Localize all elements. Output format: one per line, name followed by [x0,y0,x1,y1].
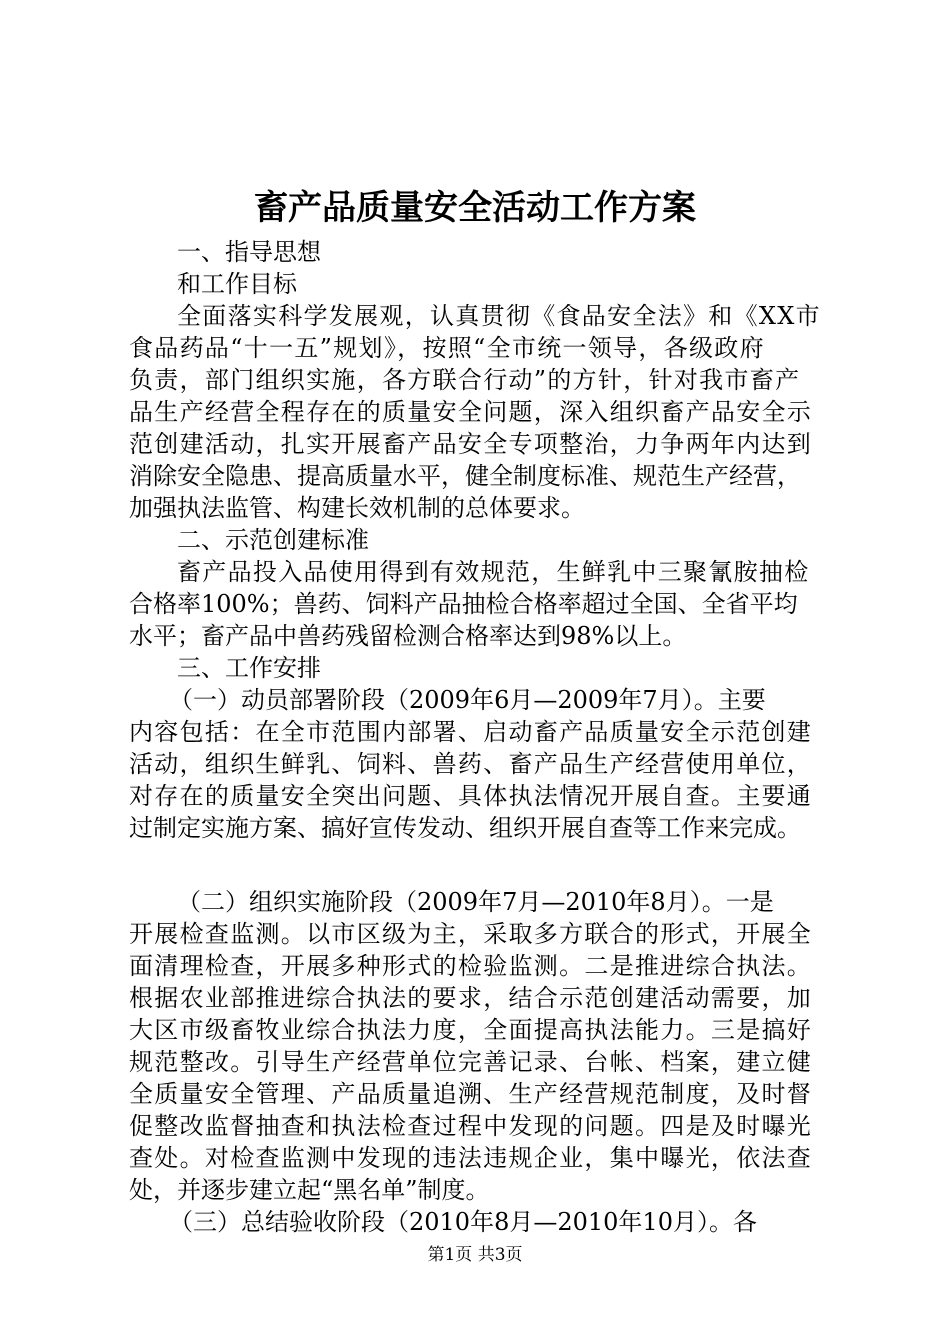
section-heading-continuation: 和工作目标 [177,270,297,298]
paragraph-line: 食品药品“十一五”规划》，按照“全市统一领导，各级政府 [129,334,765,362]
paragraph-line: 品生产经营全程存在的质量安全问题，深入组织畜产品安全示 [129,398,813,426]
paragraph-line: 水平；畜产品中兽药残留检测合格率达到98%以上。 [129,622,687,650]
paragraph-line: 过制定实施方案、搞好宣传发动、组织开展自查等工作来完成。 [129,814,801,842]
paragraph-line: 内容包括：在全市范围内部署、启动畜产品质量安全示范创建 [129,718,813,746]
paragraph-line: 负责，部门组织实施，各方联合行动”的方针，针对我市畜产 [129,366,801,394]
paragraph-line: （一）动员部署阶段（2009年6月—2009年7月）。主要 [169,686,766,714]
paragraph-line: 合格率100%；兽药、饲料产品抽检合格率超过全国、全省平均 [129,590,798,618]
paragraph-line: 面清理检查，开展多种形式的检验监测。二是推进综合执法。 [129,952,813,980]
page-footer: 第1页 共3页 [427,1245,523,1265]
section-heading-demo-standards: 二、示范创建标准 [177,526,369,554]
document-title: 畜产品质量安全活动工作方案 [254,188,696,228]
document-body [129,236,849,1238]
paragraph-line: 畜产品投入品使用得到有效规范，生鲜乳中三聚氰胺抽检 [177,558,810,586]
paragraph-line: 范创建活动，扎实开展畜产品安全专项整治，力争两年内达到 [129,430,813,458]
paragraph-line: 查处。对检查监测中发现的违法违规企业，集中曝光，依法查 [129,1144,813,1172]
paragraph-line: 处，并逐步建立起“黑名单”制度。 [129,1176,490,1204]
paragraph-line: （三）总结验收阶段（2010年8月—2010年10月）。各 [169,1208,757,1236]
paragraph-line: 根据农业部推进综合执法的要求，结合示范创建活动需要，加 [129,984,813,1012]
paragraph-line: 促整改监督抽查和执法检查过程中发现的问题。四是及时曝光 [129,1112,813,1140]
paragraph-line: 开展检查监测。以市区级为主，采取多方联合的形式，开展全 [129,920,813,948]
paragraph-line: 消除安全隐患、提高质量水平，健全制度标准、规范生产经营， [129,462,801,490]
paragraph-line: 对存在的质量安全突出问题、具体执法情况开展自查。主要通 [129,782,813,810]
paragraph-line: 规范整改。引导生产经营单位完善记录、台帐、档案，建立健 [129,1048,813,1076]
paragraph-line: 加强执法监管、构建长效机制的总体要求。 [129,494,585,522]
section-heading-work-arrangement: 三、工作安排 [177,654,321,682]
paragraph-gap [129,844,849,886]
paragraph-line: （二）组织实施阶段（2009年7月—2010年8月）。一是 [177,888,774,916]
paragraph-line: 活动，组织生鲜乳、饲料、兽药、畜产品生产经营使用单位， [129,750,813,778]
paragraph-line: 全质量安全管理、产品质量追溯、生产经营规范制度，及时督 [129,1080,813,1108]
section-heading-guiding-ideology: 一、指导思想 [177,238,321,266]
paragraph-line: 全面落实科学发展观，认真贯彻《食品安全法》和《XX市 [177,302,821,330]
paragraph-line: 大区市级畜牧业综合执法力度，全面提高执法能力。三是搞好 [129,1016,813,1044]
